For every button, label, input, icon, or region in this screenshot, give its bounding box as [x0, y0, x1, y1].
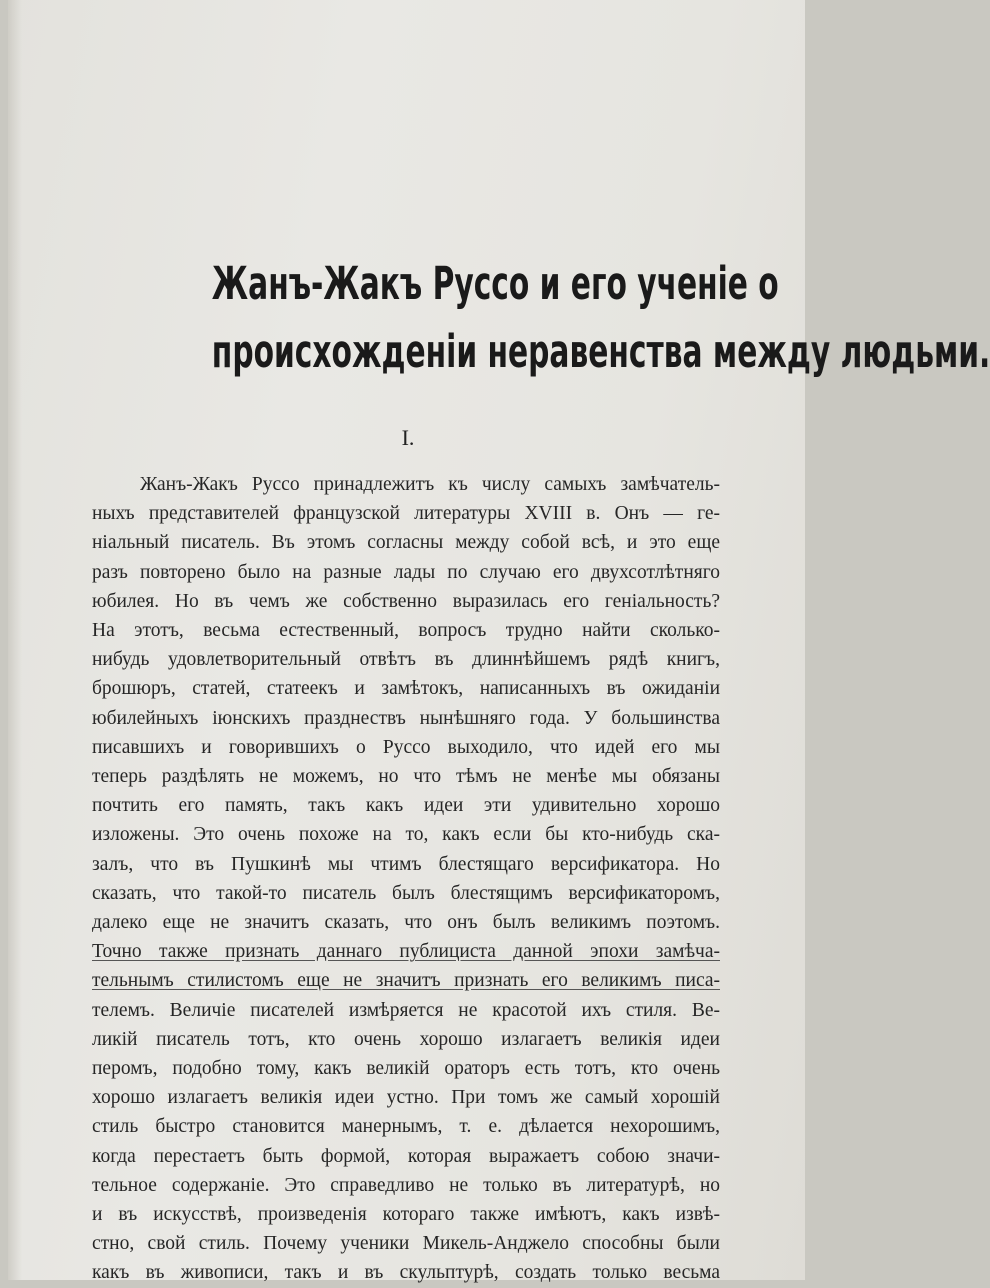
text-line: перомъ, подобно тому, какъ великій ораторъ есть тотъ, кто очень — [92, 1058, 720, 1080]
page-binding-shadow — [8, 0, 22, 1280]
text-line: ныхъ представителей французской литературы XVIII в. Онъ — ге- — [92, 503, 720, 525]
text-line: теперь раздѣлять не можемъ, но что тѣмъ не менѣе мы обязаны — [92, 766, 720, 788]
text-line: какъ въ живописи, такъ и въ скульптурѣ, создать только весьма — [92, 1262, 720, 1284]
text-line: писавшихъ и говорившихъ о Руссо выходило, что идей его мы — [92, 736, 720, 758]
chapter-title-line-2: происхожденіи неравенства между людьми. — [211, 325, 990, 378]
body-text — [92, 470, 720, 1288]
text-line: разъ повторено было на разные лады по случаю его двухсотлѣтняго — [92, 561, 720, 583]
text-line: и въ искусствѣ, произведенія котораго также имѣютъ, какъ извѣ- — [92, 1204, 720, 1226]
text-line: ніальный писатель. Въ этомъ согласны между собой всѣ, и это еще — [92, 532, 720, 554]
text-line: Жанъ-Жакъ Руссо принадлежитъ къ числу самыхъ замѣчатель- — [140, 474, 720, 495]
text-line: ликій писатель тотъ, кто очень хорошо излагаетъ великія идеи — [92, 1028, 720, 1050]
text-line: сказать, что такой-то писатель былъ блестящимъ версификаторомъ, — [92, 882, 720, 904]
text-line: нибудь удовлетворительный отвѣтъ въ длиннѣйшемъ рядѣ книгъ, — [92, 649, 720, 671]
text-line: телемъ. Величіе писателей измѣряется не красотой ихъ стиля. Ве- — [92, 999, 720, 1021]
text-line: На этотъ, весьма естественный, вопросъ трудно найти сколько- — [92, 620, 720, 642]
text-line: залъ, что въ Пушкинѣ мы чтимъ блестящаго версификатора. Но — [92, 853, 720, 875]
chapter-title-line-1: Жанъ-Жакъ Руссо и его ученіе о — [211, 257, 779, 310]
text-line: стиль быстро становится манернымъ, т. е. дѣлается нехорошимъ, — [92, 1116, 720, 1138]
text-line-underlined: Точно также признать даннаго публициста данной эпохи замѣча- — [92, 941, 720, 963]
text-line: тельное содержаніе. Это справедливо не только въ литературѣ, но — [92, 1174, 720, 1196]
text-line-underlined: тельнымъ стилистомъ еще не значитъ признать его великимъ писа- — [92, 970, 720, 992]
text-line: брошюръ, статей, статеекъ и замѣтокъ, написанныхъ въ ожиданіи — [92, 678, 720, 700]
chapter-title — [211, 250, 990, 386]
section-number: I. — [401, 425, 415, 450]
text-line: юбилея. Но въ чемъ же собственно выразилась его геніальность? — [92, 590, 720, 612]
text-line: далеко еще не значитъ сказать, что онъ былъ великимъ поэтомъ. — [92, 912, 720, 934]
book-page — [8, 0, 990, 1284]
text-line: почтить его память, такъ какъ идеи эти удивительно хорошо — [92, 795, 720, 817]
text-line: стно, свой стиль. Почему ученики Микель-Анджело способны были — [92, 1233, 720, 1255]
text-line: юбилейныхъ іюнскихъ празднествъ нынѣшняго года. У большинства — [92, 707, 720, 729]
text-line: изложены. Это очень похоже на то, какъ если бы кто-нибудь ска- — [92, 824, 720, 846]
text-line: когда перестаетъ быть формой, которая выражаетъ собою значи- — [92, 1145, 720, 1167]
text-line: хорошо излагаетъ великія идеи устно. При томъ же самый хорошій — [92, 1087, 720, 1109]
